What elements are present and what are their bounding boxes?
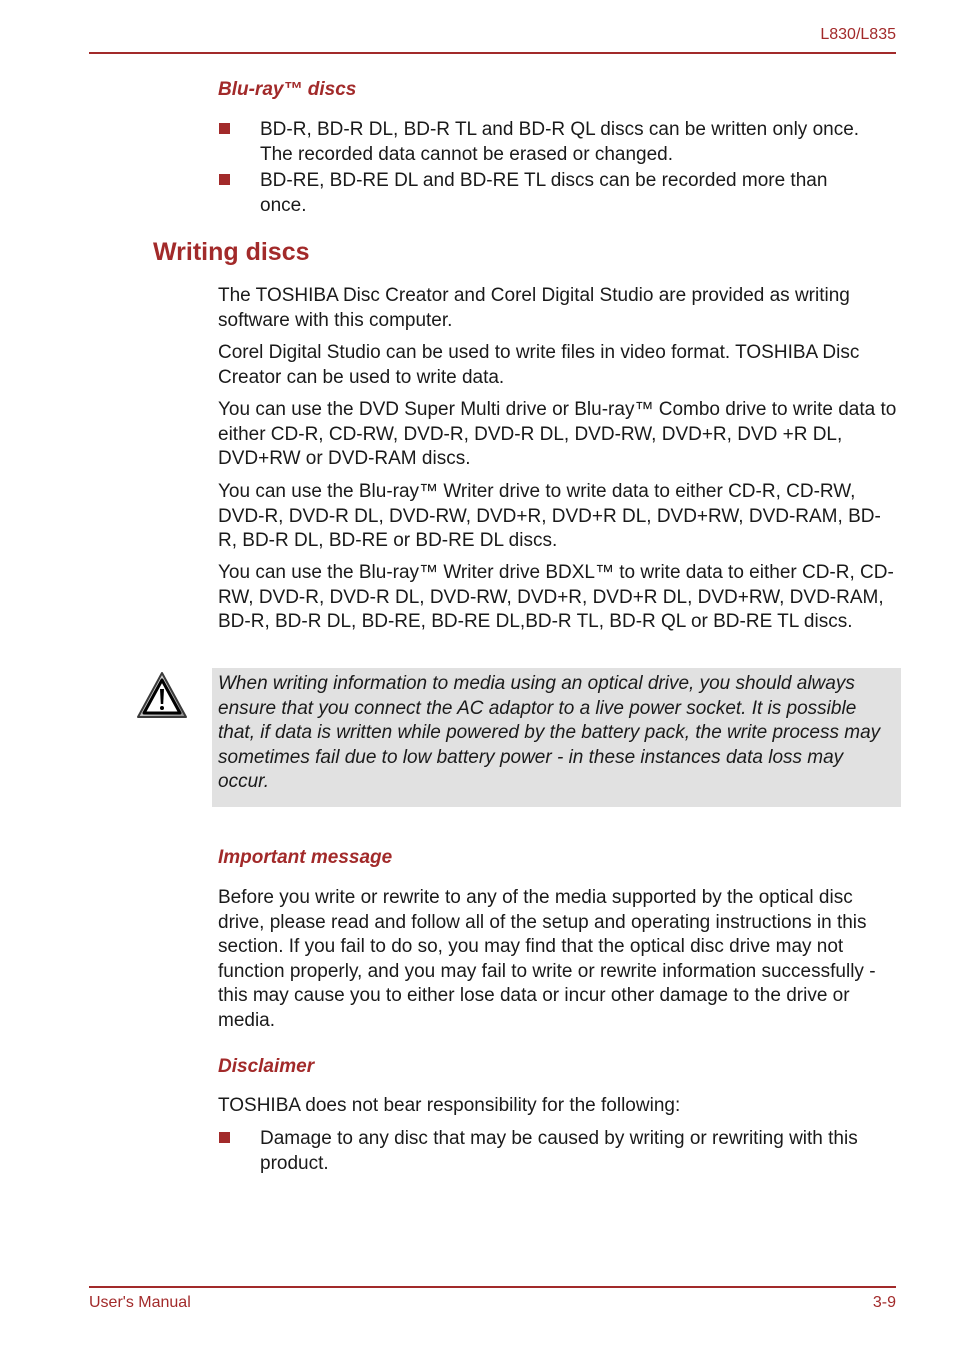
important-heading: Important message — [218, 847, 393, 868]
caution-note-text: When writing information to media using an optical drive, you should always ensure that you connect the AC adaptor to a live power socket. It is possible that, if data is written while powered by the battery pack, the write process may sometimes fail due to low battery power - in these instances data loss may occur. — [218, 673, 881, 792]
list-item-text: BD-R, BD-R DL, BD-R TL and BD-R QL discs can be written only once. The recorded data cannot be erased or changed. — [260, 119, 860, 165]
paragraph: You can use the DVD Super Multi drive or Blu-ray™ Combo drive to write data to either CD-R, CD-RW, DVD-R, DVD-R DL, DVD-RW, DVD+R, DVD +R DL, DVD+RW or DVD-RAM discs. — [218, 399, 897, 469]
list-item — [218, 118, 878, 167]
bullet-icon — [219, 123, 230, 134]
list-item-text: BD-RE, BD-RE DL and BD-RE TL discs can be recorded more than once. — [260, 170, 828, 216]
disclaimer-list — [218, 1127, 878, 1178]
paragraph: You can use the Blu-ray™ Writer drive to write data to either CD-R, CD-RW, DVD-R, DVD-R DL, DVD-RW, DVD+R, DVD+R DL, DVD+RW, DVD-RAM, BD-R, BD-R DL, BD-RE or BD-RE DL discs. — [218, 481, 881, 551]
list-item-text: Damage to any disc that may be caused by writing or rewriting with this product. — [260, 1128, 858, 1174]
list-item — [218, 1127, 878, 1176]
paragraph: The TOSHIBA Disc Creator and Corel Digital Studio are provided as writing software with this computer. — [218, 285, 850, 331]
page-number: 3-9 — [872, 1294, 896, 1311]
footer-manual-label: User's Manual — [89, 1294, 191, 1311]
bullet-icon — [219, 1132, 230, 1143]
bluray-list — [218, 118, 878, 220]
important-paragraph: Before you write or rewrite to any of the media supported by the optical disc drive, please read and follow all of the setup and operating instructions in this section. If you fail to do so, you may find that the optical disc drive may not function properly, and you may fail to write or rewrite information successfully - this may cause you to either lose data or incur other damage to the drive or media. — [218, 887, 876, 1031]
header-model-label: L830/L835 — [820, 26, 896, 43]
footer-rule — [89, 1286, 896, 1288]
bullet-icon — [219, 174, 230, 185]
disclaimer-heading: Disclaimer — [218, 1056, 315, 1077]
list-item — [218, 169, 878, 218]
disclaimer-intro: TOSHIBA does not bear responsibility for the following: — [218, 1095, 681, 1116]
warning-icon — [135, 670, 189, 722]
paragraph: You can use the Blu-ray™ Writer drive BDXL™ to write data to either CD-R, CD-RW, DVD-R, DVD-R DL, DVD-RW, DVD+R, DVD+R DL, DVD+RW, DVD-RAM, BD-R, BD-R DL, BD-RE, BD-RE DL,BD-R TL, BD-R QL or BD-RE TL discs. — [218, 562, 894, 632]
bluray-heading: Blu-ray™ discs — [218, 79, 357, 100]
paragraph: Corel Digital Studio can be used to write files in video format. TOSHIBA Disc Creator can be used to write data. — [218, 342, 860, 388]
header-rule — [89, 52, 896, 54]
section-title: Writing discs — [153, 238, 310, 266]
